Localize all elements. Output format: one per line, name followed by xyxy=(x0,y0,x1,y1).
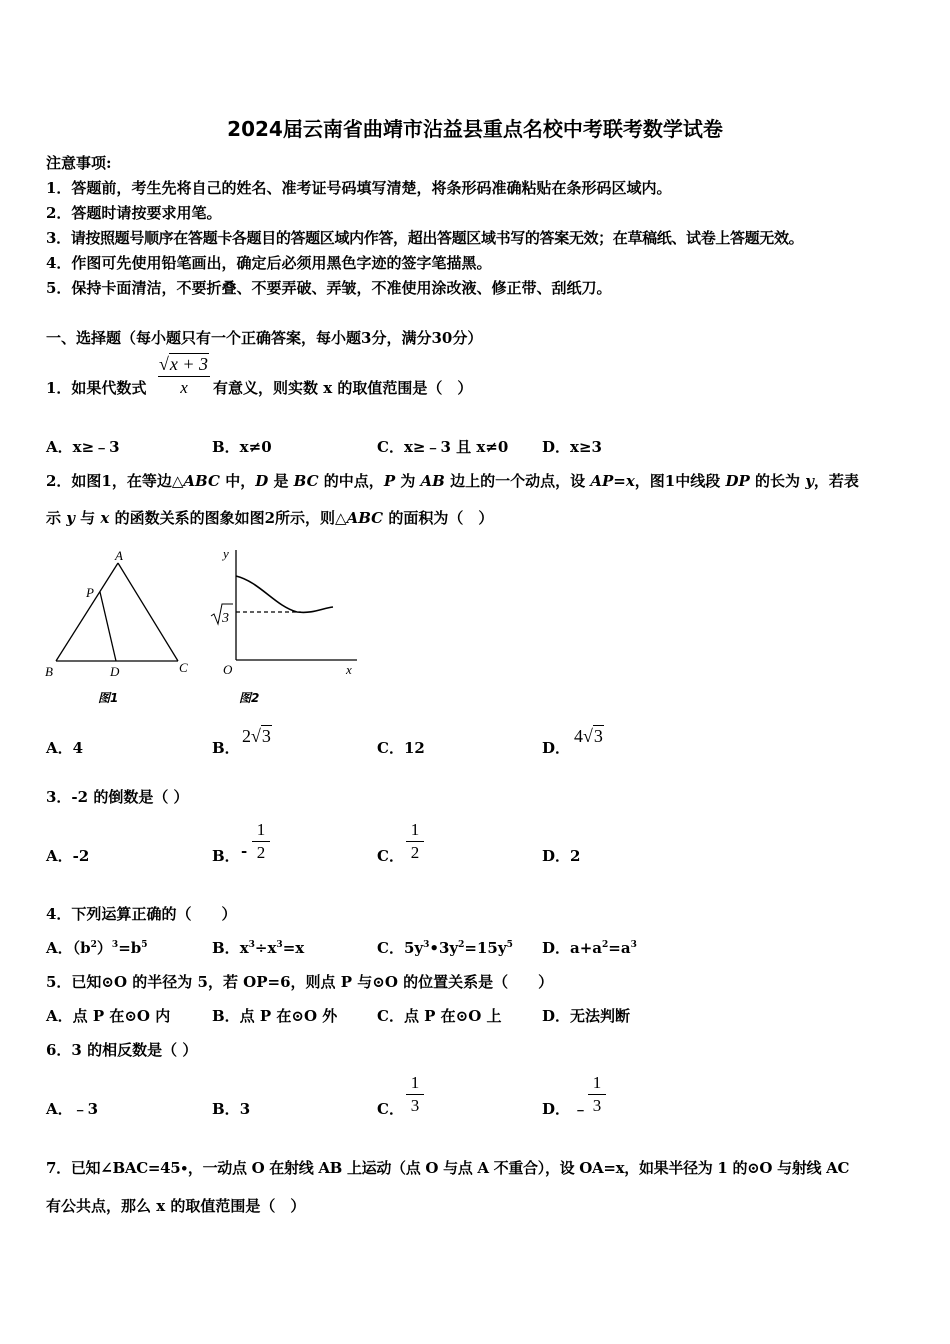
q3-option-b-sign: - xyxy=(241,842,248,860)
q3-option-d: D．2 xyxy=(542,847,581,865)
segment-dp xyxy=(100,592,116,661)
q4-option-a: A．$(b^2)^3=b^5$ xyxy=(46,939,148,957)
q2-option-b-value: 2√3 xyxy=(242,726,271,746)
q5-option-c: C．点 P 在⊙O 上 xyxy=(377,1007,502,1025)
q1-option-d: D．x≥3 xyxy=(542,438,602,456)
q2-option-a: A．4 xyxy=(46,739,84,757)
label-c: C xyxy=(179,660,188,675)
notice-item: 5．保持卡面清洁，不要折叠、不要弄破、弄皱，不准使用涂改液、修正带、刮纸刀。 xyxy=(46,279,612,297)
q4-option-c: C．$5y^3•3y^2=15y^5$ xyxy=(377,939,513,957)
q6-option-d-fraction: 1 3 xyxy=(588,1073,606,1116)
notice-item: 1．答题前，考生先将自己的姓名、准考证号码填写清楚，将条形码准确粘贴在条形码区域内。 xyxy=(46,179,672,197)
label-d: D xyxy=(110,664,120,679)
q6-option-c-letter: C． xyxy=(377,1100,404,1118)
label-a: A xyxy=(115,548,123,563)
notice-item: 4．作图可先使用铅笔画出，确定后必须用黑色字迹的签字笔描黑。 xyxy=(46,254,492,272)
section-heading: 一、选择题（每小题只有一个正确答案，每小题3分，满分30分） xyxy=(46,329,483,347)
q1-option-a: A．x≥﹣3 xyxy=(46,438,120,456)
figure-1-triangle xyxy=(40,545,200,710)
q2-option-d-letter: D． xyxy=(542,739,571,757)
notice-item: 2．答题时请按要求用笔。 xyxy=(46,204,222,222)
q6-option-b: B．3 xyxy=(212,1100,251,1118)
side-ac xyxy=(118,563,178,661)
q3-option-b-fraction: 1 2 xyxy=(252,820,270,863)
q3-stem: 3．-2 的倒数是（ ） xyxy=(46,788,189,806)
q1-denominator: x xyxy=(180,378,188,397)
side-ab xyxy=(56,563,118,661)
origin-label: O xyxy=(223,662,233,677)
q6-option-a: A．﹣3 xyxy=(46,1100,99,1118)
sqrt3-label: 3 xyxy=(222,611,229,626)
q5-option-b: B．点 P 在⊙O 外 xyxy=(212,1007,338,1025)
notice-heading: 注意事项: xyxy=(46,154,112,172)
q3-option-a: A．-2 xyxy=(46,847,90,865)
q1-radicand: x + 3 xyxy=(169,354,209,374)
q6-option-d-letter: D． xyxy=(542,1100,571,1118)
q1-stem-suffix: 有意义，则实数 x 的取值范围是（ ） xyxy=(213,379,473,397)
q5-stem: 5．已知⊙O 的半径为 5，若 OP=6，则点 P 与⊙O 的位置关系是（ ） xyxy=(46,973,554,991)
q3-option-c-fraction: 1 2 xyxy=(406,820,424,863)
q3-option-c-letter: C． xyxy=(377,847,404,865)
q1-stem-prefix: 1．如果代数式 xyxy=(46,379,147,397)
q1-fraction: √x + 3 x xyxy=(158,354,209,397)
q5-option-a: A．点 P 在⊙O 内 xyxy=(46,1007,171,1025)
axis-label-x: x xyxy=(346,662,352,677)
q4-stem: 4．下列运算正确的（ ） xyxy=(46,905,237,923)
q2-stem-line2: 示 y 与 x 的函数关系的图象如图2所示，则△ABC 的面积为（ ） xyxy=(46,509,494,527)
q7-stem-line2: 有公共点，那么 x 的取值范围是（ ） xyxy=(46,1197,306,1215)
q2-stem-line1: 2．如图1，在等边△ABC 中，D 是 BC 的中点，P 为 AB 边上的一个动点，设 AP=x，图1中线段 DP 的长为 y，若表 xyxy=(46,472,859,490)
q2-option-b-letter: B． xyxy=(212,739,240,757)
label-p: P xyxy=(86,585,94,600)
function-curve xyxy=(236,576,333,612)
q3-option-b-letter: B． xyxy=(212,847,240,865)
q5-option-d: D．无法判断 xyxy=(542,1007,631,1025)
figure-1-caption: 图1 xyxy=(98,691,119,705)
notice-item: 3．请按照题号顺序在答题卡各题目的答题区域内作答，超出答题区域书写的答案无效；在草稿纸、试卷上答题无效。 xyxy=(46,229,804,247)
figure-2-caption: 图2 xyxy=(239,691,260,705)
page-title: 2024届云南省曲靖市沾益县重点名校中考联考数学试卷 xyxy=(227,117,723,141)
q1-option-c: C．x≥﹣3 且 x≠0 xyxy=(377,438,509,456)
q6-option-c-fraction: 1 3 xyxy=(406,1073,424,1116)
q2-option-c: C．12 xyxy=(377,739,425,757)
figure-2-graph xyxy=(205,540,370,710)
q2-option-d-value: 4√3 xyxy=(574,726,603,746)
axis-label-y: y xyxy=(223,546,229,561)
q4-option-d: D．$a+a^2=a^3$ xyxy=(542,939,637,957)
q6-option-d-sign: ﹣ xyxy=(573,1100,589,1118)
label-b: B xyxy=(45,664,53,679)
q7-stem-line1: 7．已知∠BAC=45∙，一动点 O 在射线 AB 上运动（点 O 与点 A 不重合），设 OA=x，如果半径为 1 的⊙O 与射线 AC xyxy=(46,1159,850,1177)
q1-option-b: B．x≠0 xyxy=(212,438,272,456)
q4-option-b: B．$x^3\div x^3=x$ xyxy=(212,939,305,957)
q6-stem: 6．3 的相反数是（ ） xyxy=(46,1041,198,1059)
